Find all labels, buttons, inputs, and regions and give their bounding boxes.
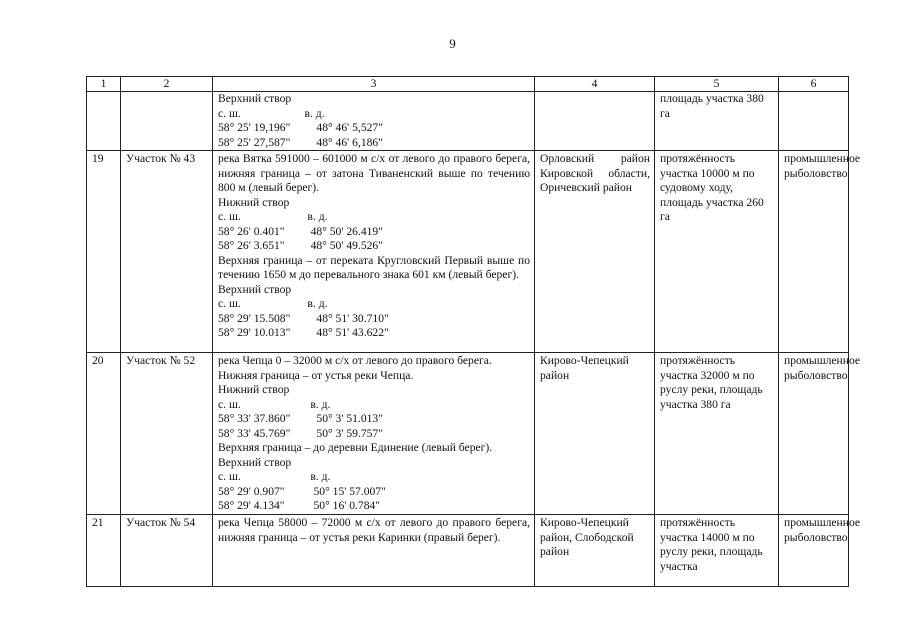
column-number: 2	[121, 77, 213, 92]
row-number-cell: 21	[87, 515, 121, 587]
column-number: 1	[87, 77, 121, 92]
location-description: река Чепца 58000 – 72000 м с/х от левого до правого берега, нижняя граница – от устья реки Каринки (правый берег).	[218, 516, 530, 544]
row-number-cell	[87, 92, 121, 151]
row-number-cell: 20	[87, 353, 121, 515]
district-cell: Орловский район Кировской области, Оричевский район	[535, 151, 655, 353]
location-line: Верхняя граница – до деревни Единение (левый берег).	[218, 441, 493, 454]
table-row	[87, 92, 849, 151]
location-line: Верхний створ	[218, 92, 292, 105]
use-cell	[779, 92, 849, 151]
use-cell: промышленное рыболовство	[779, 515, 849, 587]
coordinate-header: с. ш. в. д.	[218, 210, 328, 223]
location-cell	[213, 92, 535, 151]
site-name-cell: Участок № 43	[121, 151, 213, 353]
coordinate-line: 58° 33' 37.860" 50° 3' 51.013"	[218, 412, 383, 425]
district-cell: Кирово-Чепецкий район, Слободской район	[535, 515, 655, 587]
coordinate-header: с. ш. в. д.	[218, 470, 331, 483]
location-cell	[213, 515, 535, 587]
use-cell: промышленное рыболовство	[779, 151, 849, 353]
column-number: 6	[779, 77, 849, 92]
coordinate-header: с. ш. в. д.	[218, 106, 325, 120]
table-row	[87, 515, 849, 587]
coordinate-header: с. ш. в. д.	[218, 397, 331, 411]
coordinate-line: 58° 33' 45.769" 50° 3' 59.757"	[218, 426, 383, 440]
size-cell: протяжённость участка 10000 м по судовому ходу, площадь участка 260 га	[655, 151, 779, 353]
column-number: 3	[213, 77, 535, 92]
location-line: Верхний створ	[218, 282, 292, 296]
column-number: 5	[655, 77, 779, 92]
location-cell	[213, 151, 535, 353]
row-number-cell: 19	[87, 151, 121, 353]
location-line: Нижний створ	[218, 195, 290, 209]
coordinate-header: с. ш. в. д.	[218, 297, 328, 310]
location-line: Нижний створ	[218, 383, 290, 396]
size-cell: площадь участка 380 га	[655, 92, 779, 151]
column-number: 4	[535, 77, 655, 92]
location-description: Верхняя граница – от переката Кругловский Первый выше по течению 1650 м до перевального знака 601 км (левый берег).	[218, 253, 530, 281]
size-cell: протяжённость участка 14000 м по руслу реки, площадь участка	[655, 515, 779, 587]
site-name-cell: Участок № 52	[121, 353, 213, 515]
district-cell: Кирово-Чепецкий район	[535, 353, 655, 515]
coordinate-line: 58° 26' 3.651" 48° 50' 49.526"	[218, 239, 383, 252]
table-row	[87, 353, 849, 515]
location-description: река Вятка 591000 – 601000 м с/х от левого до правого берега, нижняя граница – от затона Тиваненский выше по течению 800 м (левый берег).	[218, 152, 530, 194]
coordinate-line: 58° 29' 10.013" 48° 51' 43.622"	[218, 326, 389, 339]
fishing-sites-table	[86, 76, 861, 587]
location-cell	[213, 353, 535, 515]
size-cell: протяжённость участка 32000 м по руслу реки, площадь участка 380 га	[655, 353, 779, 515]
location-line: река Чепца 0 – 32000 м с/х от левого до правого берега.	[218, 354, 492, 367]
district-cell	[535, 92, 655, 151]
table-row	[87, 151, 849, 353]
site-name-cell: Участок № 54	[121, 515, 213, 587]
coordinate-line: 58° 29' 15.508" 48° 51' 30.710"	[218, 311, 389, 325]
use-cell: промышленное рыболовство	[779, 353, 849, 515]
coordinate-line: 58° 25' 19,196" 48° 46' 5,527"	[218, 121, 383, 134]
site-name-cell	[121, 92, 213, 151]
location-line: Верхний створ	[218, 455, 292, 469]
page-number: 9	[449, 36, 456, 51]
location-line: Нижняя граница – от устья реки Чепца.	[218, 368, 414, 382]
coordinate-line: 58° 29' 0.907" 50° 15' 57.007"	[218, 484, 386, 498]
coordinate-line: 58° 26' 0.401" 48° 50' 26.419"	[218, 224, 383, 238]
coordinate-line: 58° 29' 4.134" 50° 16' 0.784"	[218, 499, 381, 512]
column-number-row	[87, 77, 849, 92]
coordinate-line: 58° 25' 27,587" 48° 46' 6,186"	[218, 135, 383, 149]
